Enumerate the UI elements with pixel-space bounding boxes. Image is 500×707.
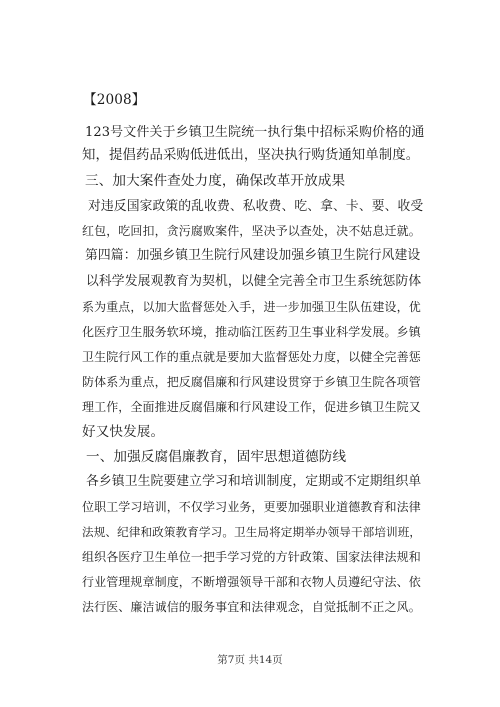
section-heading: 一、加强反腐倡廉教育，固牢思想道德防线 [86, 449, 347, 465]
paragraph-line: 化医疗卫生服务软环境，推动临江医药卫生事业科学发展。乡镇 [82, 325, 421, 339]
paragraph-line: 对违反国家政策的乱收费、私收费、吃、拿、卡、要、收受 [88, 199, 424, 214]
paragraph-line: 法规、纪律和政策教育学习。卫生局将定期举办领导干部培训班， [82, 525, 422, 539]
paragraph-line: 好又快发展。 [82, 424, 165, 440]
paragraph-line: 位职工学习培训，不仅学习业务，更要加强职业道德教育和法律 [82, 500, 421, 514]
paragraph-line: 123号文件关于乡镇卫生院统一执行集中招标采购价格的通 [85, 125, 425, 140]
reference-number: 【2008】 [83, 92, 146, 108]
paragraph-line: 以科学发展观教育为契机，以健全完善全市卫生系统惩防体 [86, 274, 422, 289]
chapter-heading: 第四篇：加强乡镇卫生院行风建设加强乡镇卫生院行风建设 [85, 248, 421, 263]
section-heading: 三、加大案件查处力度，确保改革开放成果 [85, 173, 346, 189]
paragraph-line: 理工作，全面推进反腐倡廉和行风建设工作，促进乡镇卫生院又 [82, 400, 421, 414]
paragraph-line: 系为重点，以加大监督惩处入手，进一步加强卫生队伍建设，优 [82, 300, 421, 314]
paragraph-line: 各乡镇卫生院要建立学习和培训制度，定期或不定期组织单 [86, 474, 422, 489]
paragraph-line: 卫生院行风工作的重点就是要加大监督惩处力度，以健全完善惩 [82, 350, 421, 364]
paragraph-line: 知，提倡药品采购低进低出，坚决执行购货通知单制度。 [82, 148, 420, 163]
paragraph-line: 行业管理规章制度，不断增强领导干部和衣物人员遵纪守法、依 [82, 575, 421, 589]
paragraph-line: 防体系为重点，把反腐倡廉和行风建设贯穿于乡镇卫生院各项管 [82, 375, 421, 389]
paragraph-line: 红包，吃回扣，贪污腐败案件，坚决予以查处，决不姑息迁就。 [82, 224, 421, 238]
paragraph-line: 组织各医疗卫生单位一把手学习党的方针政策、国家法律法规和 [82, 550, 421, 564]
paragraph-line: 法行医、廉洁诚信的服务事宜和法律观念，自觉抵制不正之风。 [82, 600, 421, 614]
page-number: 第7页 共14页 [217, 654, 283, 666]
